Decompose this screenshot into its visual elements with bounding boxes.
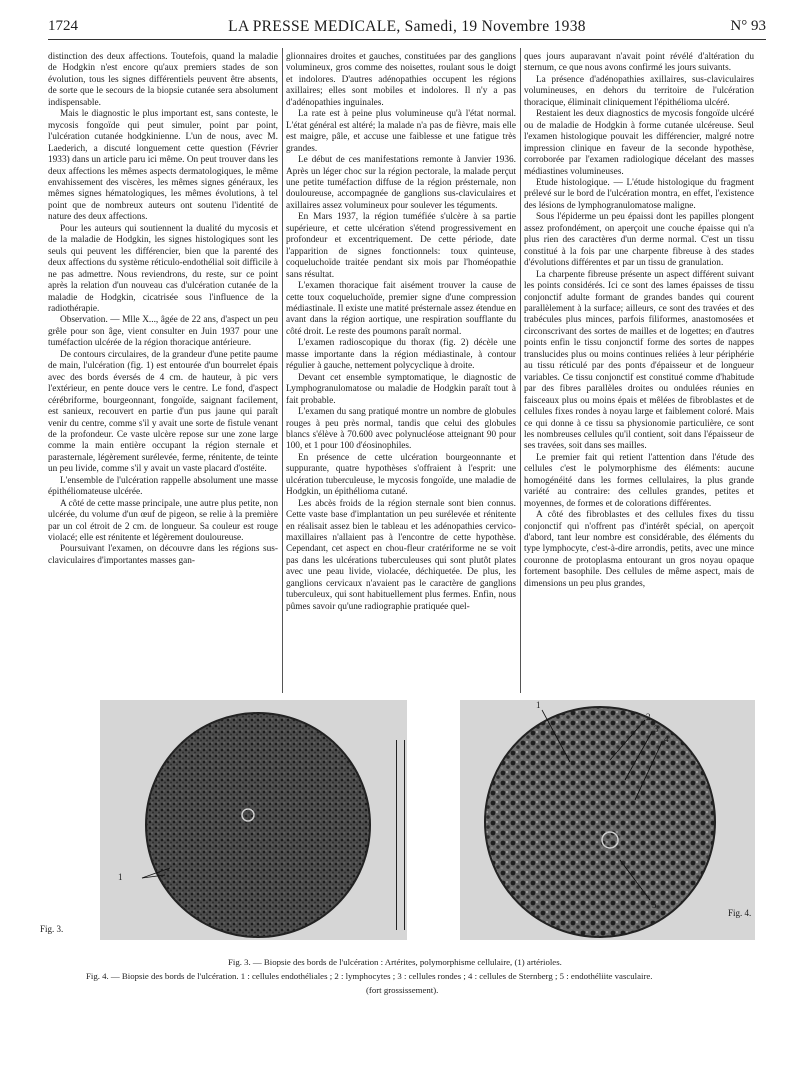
micrograph-fig4: [460, 700, 755, 940]
fig4-pointer-label: 2: [646, 712, 651, 722]
fig3-pointer-label: 1: [118, 872, 123, 882]
paragraph: Le début de ces manifestations remonte à Janvier 1936. Après un léger choc sur la région pectorale, la malade perçut une petite tuméfaction diffuse de la région présternale, non douloureuse, accompagnée de ganglions sus-claviculaires et axillaires assez volumineux pour soulever les téguments.: [286, 155, 516, 211]
paragraph: Pour les auteurs qui soutiennent la dualité du mycosis et de la maladie de Hodgkin, les signes histologiques sont les seuls qui peuvent les différencier, bien que la parenté des deux affections du système réticulo-endothélial soit difficile à ne pas admettre. Nous reviendrons, du reste, sur ce point après la relation d'un nouveau cas d'ulcération cutanée de la maladie de Hodgkin, cicatrisée sous l'influence de la radiothérapie.: [48, 223, 278, 314]
paragraph: La rate est à peine plus volumineuse qu'à l'état normal. L'état général est altéré; la malade n'a pas de fièvre, mais elle est maigre, pâle, et accuse une faiblesse et une fatigue très grandes.: [286, 109, 516, 154]
paragraph: Mais le diagnostic le plus important est, sans conteste, le mycosis fongoïde qui peut simuler, point par point, l'ulcération cutanée hodgkinienne. L'un de nous, avec M. Laederich, a discuté longuement cette question (Février 1933) dans un article paru ici même. On peut trouver dans les deux affections les mêmes aspects dermatologiques, le même envahissement des viscères, les mêmes signes généraux, les mêmes signes hématologiques, les mêmes évolutions, à tel point que de nombreux auteurs ont soutenu l'identité de nature des deux affections.: [48, 109, 278, 223]
paragraph: La présence d'adénopathies axillaires, sus-claviculaires volumineuses, en dehors du territoire de l'ulcération thoracique, éliminait cliniquement l'épithélioma ulcéré.: [524, 74, 754, 108]
paragraph: Devant cet ensemble symptomatique, le diagnostic de Lymphogranulomatose ou maladie de Hodgkin paraît tout à fait probable.: [286, 372, 516, 406]
paragraph: A côté de cette masse principale, une autre plus petite, non ulcérée, du volume d'un œuf de pigeon, se relie à la première par un col étroit de 2 cm. de longueur. Sa couleur est rouge violacé; elle est rénitente et légèrement douloureuse.: [48, 498, 278, 544]
figure-3-micrograph: [40, 700, 407, 940]
caption-fig4: Fig. 4. — Biopsie des bords de l'ulcération. 1 : cellules endothéliales ; 2 : lymphocytes ; 3 : cellules rondes ; 4 : cellules de Sternberg ; 5 : endothéliite vasculaire.: [86, 971, 653, 981]
fig4-pointer-label: 1: [536, 700, 541, 710]
text-column-2: [286, 52, 516, 613]
paragraph: L'ensemble de l'ulcération rappelle absolument une masse épithéliomateuse ulcérée.: [48, 475, 278, 498]
journal-title: LA PRESSE MEDICALE, Samedi, 19 Novembre 1938: [228, 18, 586, 35]
paragraph: Les abcès froids de la région sternale sont bien connus. Cette vaste base d'implantation un peu surélevée et rénitente en réalisait assez bien le tableau et les adénopathies cervico-maxillaires n'allaient pas à l'encontre de cette hypothèse. Cependant, cet aspect en chou-fleur cratériforme ne se voit pas dans les ulcérations tuberculeuses qui sont plutôt plates avec une peau livide, violacée, déchiquetée. De plus, les ganglions cervicaux n'avaient pas le caractère de ganglions tuberculeux, qui sont habituellement plus fermes. Enfin, nous pûmes savoir qu'une radiographie pratiquée quel-: [286, 498, 516, 612]
paragraph: L'examen du sang pratiqué montre un nombre de globules rouges à peu près normal, tandis que celui des globules blancs s'élève à 70.600 avec polynucléose atteignant 90 pour 100, et 1 pour 100 d'éosinophiles.: [286, 407, 516, 452]
caption-fig4-end: (fort grossissement).: [366, 985, 439, 995]
fig3-label: Fig. 3.: [40, 924, 64, 934]
caption-fig3: Fig. 3. — Biopsie des bords de l'ulcération : Artérites, polymorphisme cellulaire, (1) artérioles.: [228, 957, 562, 967]
paragraph: glionnaires droites et gauches, constituées par des ganglions volumineux, gros comme des noisettes, roulant sous le doigt et indolores. D'autres adénopathies occupent les régions axillaires; elles sont mobiles et indolores. Il n'y a pas d'adénopathies inguinales.: [286, 52, 516, 108]
fig4-label: Fig. 4.: [728, 908, 752, 918]
paragraph: Etude histologique. — L'étude histologique du fragment prélevé sur le bord de l'ulcération montra, en effet, l'existence des lésions de lymphogranulomatose maligne.: [524, 177, 754, 211]
column-divider: [282, 48, 283, 693]
paragraph: L'examen thoracique fait aisément trouver la cause de cette toux coqueluchoïde, premier signe d'une compression médiastinale. Il existe une matité présternale assez étendue en avant dans la région aortique, une respiration soufflante du côté droit. Le reste des poumons paraît normal.: [286, 281, 516, 337]
paragraph: Le premier fait qui retient l'attention dans l'étude des cellules c'est le polymorphisme des éléments: aucune homogénéité dans les formes cellulaires, la plus grande variété au contraire: des cellules grandes, petites et moyennes, de formes et de colorations différentes.: [524, 452, 754, 509]
fig4-pointer-label: 4: [664, 734, 669, 744]
paragraph: Sous l'épiderme un peu épaissi dont les papilles plongent assez profondément, on aperçoit une couche épaisse qui n'a plus rien des caractères d'un derme normal. C'est un tissu constitué à la fois par une charpente fibreuse à des stades d'évolutions différentes et par un tissu de granulation.: [524, 212, 754, 269]
paragraph: En présence de cette ulcération bourgeonnante et suppurante, quatre hypothèses s'offraient à l'esprit: une ulcération tuberculeuse, le mycosis fongoïde, une maladie de Hodgkin, un épithélioma cutané.: [286, 452, 516, 498]
column-divider: [520, 48, 521, 693]
figure-separator: [404, 740, 405, 930]
micrograph-fig3: [100, 700, 407, 940]
paragraph: Observation. — Mlle X..., âgée de 22 ans, d'aspect un peu grêle pour son âge, vient consulter en Juin 1937 pour une tuméfaction ulcérée de la région thoracique antérieure.: [48, 315, 278, 349]
issue-number: N° 93: [730, 18, 766, 34]
paragraph: L'examen radioscopique du thorax (fig. 2) décèle une masse importante dans la région médiastinale, à contour régulier à gauche, nettement polycyclique à droite.: [286, 338, 516, 372]
paragraph: La charpente fibreuse présente un aspect différent suivant les points considérés. Ici ce sont des lames épaisses de tissu conjonctif adulte formant de grandes bandes qui courent parallèlement à la surface; ailleurs, ce sont des travées et des trabécules plus minces, parfois filiformes, anastomosées et circonscrivant des sortes de mailles et de logettes; en d'autres points enfin le tissu conjonctif forme des sortes de nappes translucides plus ou moins continues reliées à leur périphérie au tissu réticulé par des ponts d'épaisseur et de longueur variables. Ce tissu conjonctif est constitué comme d'habitude par des fibres parallèles droites ou ondulées réunies en faisceaux plus ou moins épais et mêlées de fibroblastes et de cellules fixes rondes à noyau large et faiblement coloré. Mais ce qui donne à ce tissu sa physionomie particulière, ce sont les nombreuses cellules qu'il contient, soit dans l'épaisseur de ses travées, soit dans ses mailles.: [524, 269, 754, 452]
page-number: 1724: [48, 18, 78, 34]
paragraph: ques jours auparavant n'avait point révélé d'altération du sternum, ce que nous avons confirmé les jours suivants.: [524, 52, 754, 74]
figure-separator: [396, 740, 397, 930]
paragraph: De contours circulaires, de la grandeur d'une petite paume de main, l'ulcération (fig. 1) est entourée d'un bourrelet épais avec des bords éversés de 4 cm. de hauteur, à pic vers l'extérieur, en pente douce vers le centre. Le fond, d'aspect cérébriforme, bourgeonnant, fongoïde, saignant facilement, est sanieux, recouvert en partie d'un pus jaune qui paraît venir du centre, comme s'il y avait une sorte de fistule venant de la profondeur. Ce vaste ulcère repose sur une zone large comme la main entière occupant la région sternale et parasternale, légèrement surélevée, ferme, rénitente, de teinte un peu livide, comme s'il y avait un vaste placard d'ostéite.: [48, 349, 278, 475]
paragraph: En Mars 1937, la région tuméfiée s'ulcère à sa partie supérieure, et cette ulcération s'étend progressivement en profondeur et excentriquement. De cette période, date l'apparition de signes fonctionnels: toux quinteuse, coqueluchoïde traitée pendant six mois par l'homéopathie sans résultat.: [286, 212, 516, 280]
paragraph: Poursuivant l'examen, on découvre dans les régions sus-claviculaires d'importantes masses gan-: [48, 544, 278, 566]
fig4-pointer-label: 5: [652, 900, 657, 910]
figure-4-micrograph: [460, 700, 755, 940]
text-column-3: [524, 52, 754, 590]
header-rule: [48, 39, 766, 40]
paragraph: distinction des deux affections. Toutefois, quand la maladie de Hodgkin n'est encore qu'aux premiers stades de son évolution, tous les signes différentiels peuvent être absents, de sorte que le secours de la biopsie cutanée sera absolument indispensable.: [48, 52, 278, 108]
fig4-pointer-label: 3: [654, 724, 659, 734]
paragraph: Restaient les deux diagnostics de mycosis fongoïde ulcéré ou de maladie de Hodgkin à forme cutanée ulcéreuse. Seul l'examen histologique pouvait les différencier, malgré notre impression clinique en faveur de la seconde hypothèse, corroborée par l'examen radiologique décelant des masses médiastines volumineuses.: [524, 109, 754, 177]
paragraph: A côté des fibroblastes et des cellules fixes du tissu conjonctif qui n'offrent pas d'intérêt spécial, on aperçoit d'abord, tant leur nombre est considérable, des éléments du type lymphocyte, c'est-à-dire arrondis, petits, avec une mince couronne de protoplasma entourant un gros noyau opaque fortement basophile. Des cellules de même aspect, mais de dimensions un peu plus grandes,: [524, 510, 754, 589]
text-column-1: [48, 52, 278, 567]
